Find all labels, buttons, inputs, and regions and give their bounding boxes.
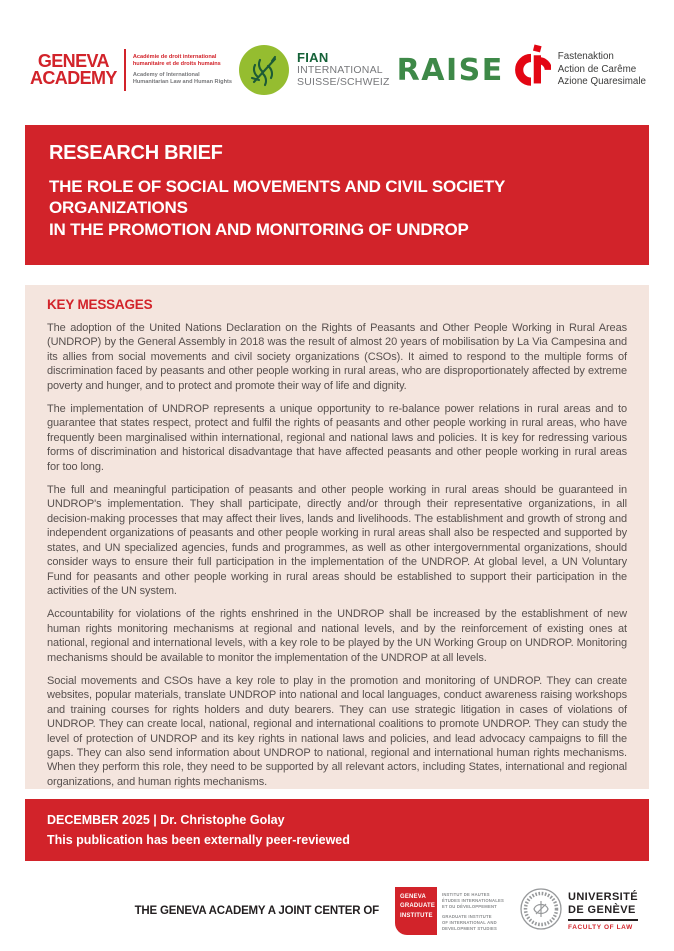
fastenaktion-icon [511,44,551,97]
gi-side-text-en [442,914,504,932]
divider [124,49,126,91]
publication-date-author: DECEMBER 2025 | Dr. Christophe Golay [47,813,285,827]
tagline-fr-line1: Académie de droit international [132,53,217,60]
title-banner [25,125,649,265]
tagline-en-line2: Humanitarian Law and Human Rights [132,78,232,85]
fastenaktion-name-fr: Action de Carême [557,63,637,75]
geneva-academy-tagline-en [133,72,232,87]
key-message-paragraph: Social movements and CSOs have a key role to play in the promotion and monitoring of UNDROP. They can create websites, popular materials, translate UNDROP into national and local languages, conduct awareness raising workshops and training courses for rights holders and duty bearers. They can use strategic litigation in cases of violations of UNDROP. They can create local, national, regional and international coalitions to promote UNDROP. They can study the level of protection of UNDROP and its key rights in national laws and policies, and lead advocacy campaigns to fill the gaps. They can also send information about UNDROP to national, regional and international human rights mechanisms. When they perform this role, they need to be supported by all relevant actors, including States, international and regional organizations, and human rights mechanisms. [47,674,627,788]
page-title [49,176,625,240]
fastenaktion-wordmark [558,51,646,90]
gi-side-fr-line2: ÉTUDES INTERNATIONALES [441,898,504,904]
fastenaktion-name-it: Azione Quaresimale [557,76,646,88]
geneva-academy-word-line2: ACADEMY [30,68,117,88]
page-title-line2: IN THE PROMOTION AND MONITORING OF UNDROP [49,219,469,239]
unige-name-line1: UNIVERSITÉ [567,890,638,903]
geneva-academy-word-line1: GENEVA [37,51,109,72]
gi-side-en-line3: DEVELOPMENT STUDIES [441,926,497,932]
unige-name [568,891,638,922]
raise-logo: RAISE [396,52,504,88]
unige-wordmark [568,891,638,932]
page-title-line1: THE ROLE OF SOCIAL MOVEMENTS AND CIVIL SOCIETY ORGANIZATIONS [49,177,505,218]
unige-name-line2: DE GENÈVE [567,903,636,916]
key-messages-heading: KEY MESSAGES [47,297,153,312]
geneva-academy-wordmark [30,53,117,87]
key-message-paragraph: The adoption of the United Nations Declaration on the Rights of Peasants and Other People Working in Rural Areas (UNDROP) by the General Assembly in 2018 was the result of almost 20 years of mobilisation by La Via Campesina and its allies from social movements and civil society organizations (CSOs). It aimed to respond to the multiple forms of discrimination faced by peasants and other people working in rural areas, who are disproportionately affected by extreme poverty and hunger, and to protect and promote their way of life and dignity. [47,322,627,392]
peer-review-note: This publication has been externally peer-reviewed [47,833,350,847]
geneva-academy-tagline-fr [133,54,232,69]
gi-side-text-fr [442,892,504,910]
gi-side-en-line1: GRADUATE INSTITUTE [441,914,492,920]
gi-side-en-line2: OF INTERNATIONAL AND [441,920,497,926]
graduate-institute-box [395,887,437,935]
fian-name: FIAN [296,50,329,66]
unige-logo [520,888,638,935]
gi-box-line1: GENEVA [399,894,427,900]
joint-center-label: THE GENEVA ACADEMY A JOINT CENTER OF [134,905,379,917]
geneva-graduate-institute-logo [395,887,504,935]
fian-logo [239,45,390,95]
gi-box-line3: INSTITUTE [399,912,433,919]
tagline-fr-line2: humanitaire et de droits humains [132,61,221,68]
fastenaktion-name-de: Fastenaktion [557,50,614,62]
key-messages-panel [25,285,649,789]
fastenaktion-logo [511,44,646,97]
gi-side-fr-line3: ET DU DÉVELOPPEMENT [441,904,497,910]
document-type-label: RESEARCH BRIEF [49,142,223,164]
key-message-paragraph: The full and meaningful participation of peasants and other people working in rural areas should be guaranteed in UNDROP's implementation. They shall participate, directly and/or through their representative organizations, in all decision-making processes that may affect their lives, lands and livelihoods. The establishment and growth of strong and independent organizations of peasants and other people working in rural areas shall also be respected and supported by states, and UN specialized agencies, funds and programmes, as well as other intergovernmental organizations, should consider ways to ensure their full participation in the implementation of the UNDROP. At global level, a UN Voluntary Fund for peasants and other people working in rural areas should be established to support their participation in the activities of the UN system. [47,484,627,597]
gi-side-fr-line1: INSTITUT DE HAUTES [441,892,490,897]
fian-wordmark [297,51,390,88]
tagline-en-line1: Academy of International [132,71,200,78]
partner-logo-row [0,0,674,102]
unige-faculty-label: FACULTY OF LAW [567,924,633,932]
key-message-paragraph: Accountability for violations of the rights enshrined in the UNDROP shall be increased by the establishment of new human rights monitoring mechanisms at regional and national levels, and by the reinforcement of existing ones at national, regional and international levels, with a key role to be played by the UN Working Group on UNDROP. Monitoring mechanisms should be available to monitor the implementation of the UNDROP at all levels. [47,608,627,664]
joint-center-footer [135,887,638,935]
fian-wheat-icon [239,45,289,95]
key-message-paragraph: The implementation of UNDROP represents a unique opportunity to re-balance power relations in rural areas and to guarantee that states respect, protect and fulfil the rights of peasants and other people working in rural areas, who have frequently been marginalised within international, regional and national laws and policies. It is key for redressing various forms of discrimination and historical disadvantage that have affected peasants and other people working in rural areas for too long. [47,403,627,473]
publication-info-band [25,799,649,861]
geneva-academy-taglines [133,54,232,86]
unige-seal-icon [520,888,562,935]
fian-international-label: INTERNATIONAL [296,64,383,77]
fian-suisse-label: SUISSE/SCHWEIZ [296,75,390,88]
graduate-institute-side-text [442,887,504,933]
gi-box-line2: GRADUATE [399,903,436,910]
geneva-academy-logo [30,49,232,91]
